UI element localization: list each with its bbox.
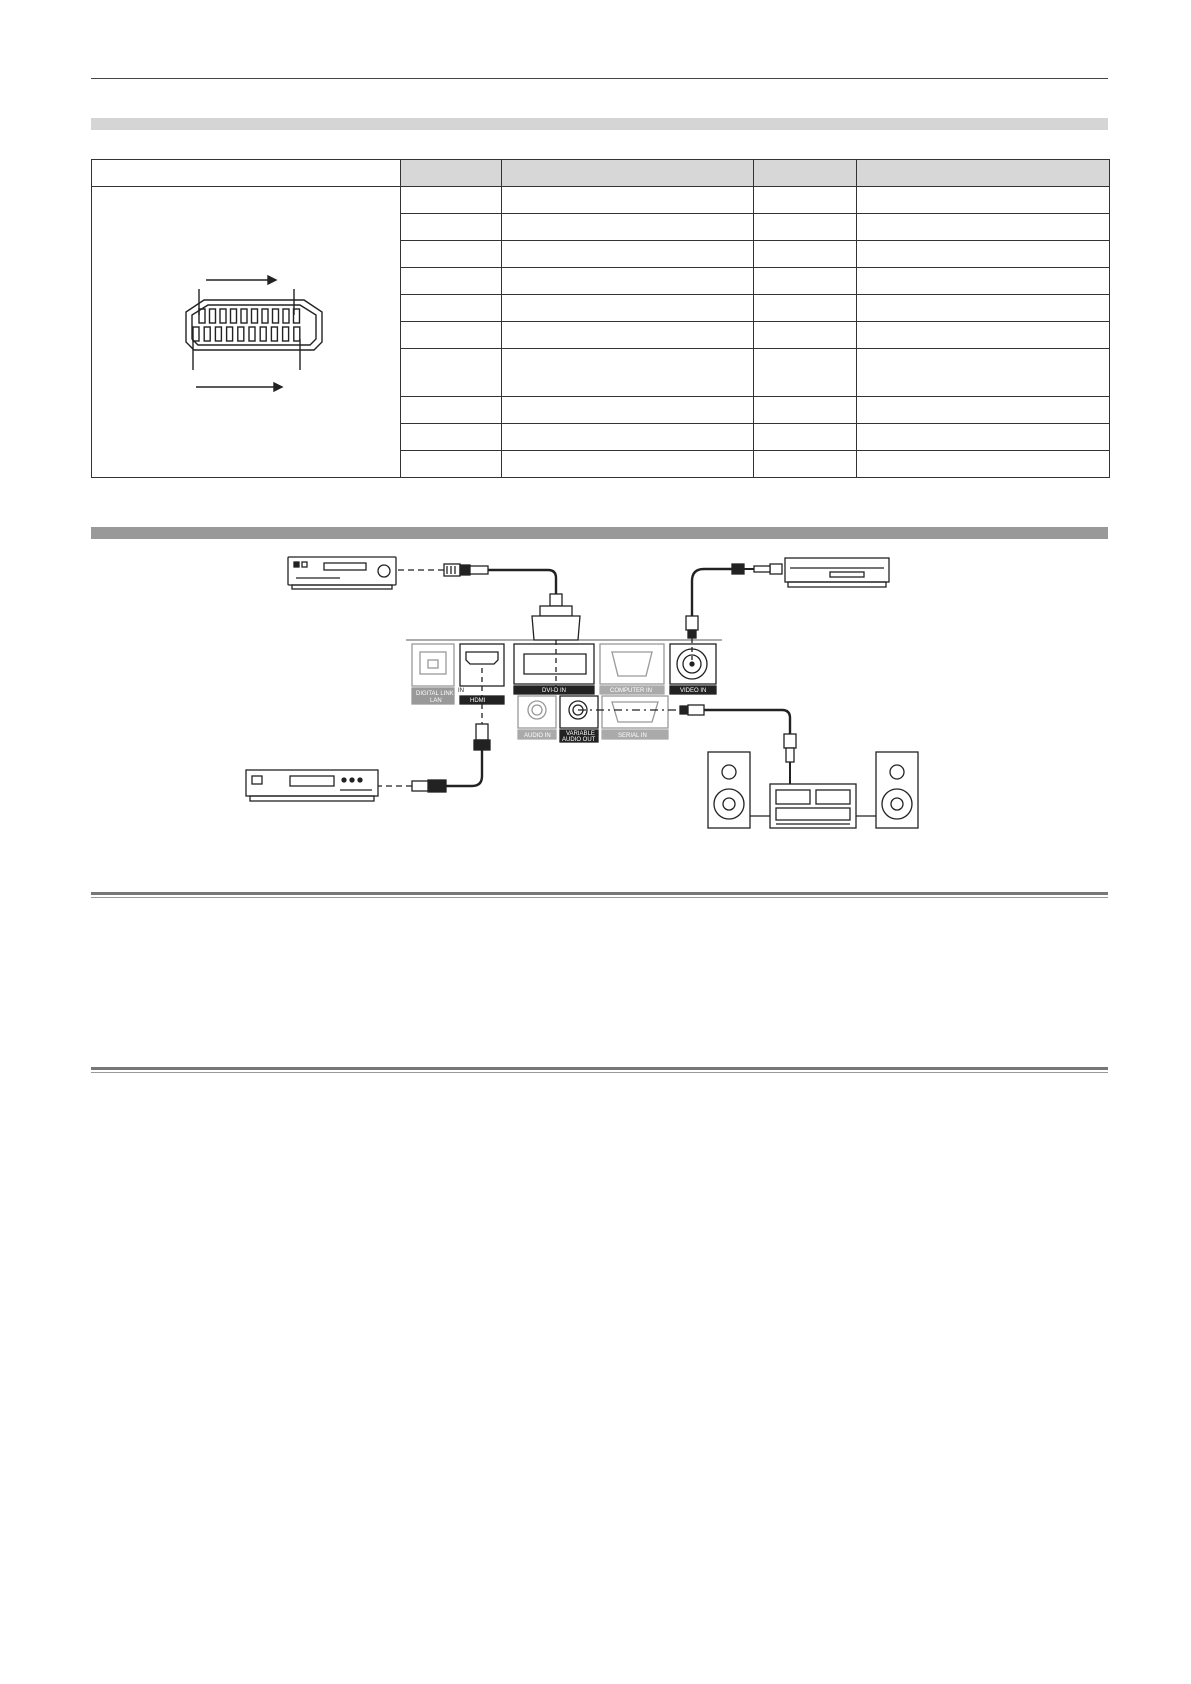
section-bar-connection-example (91, 527, 1108, 539)
video-in-terminal (670, 644, 716, 694)
computer-in-label: COMPUTER IN (610, 688, 652, 694)
hdmi-top-pin (231, 309, 237, 323)
hdmi-connector-icon (146, 267, 346, 397)
digital-link-label: DIGITAL LINK (416, 691, 454, 697)
audio-in-label: AUDIO IN (524, 733, 551, 739)
hdmi-top-pin (241, 309, 247, 323)
table-cell (401, 187, 502, 214)
table-cell (502, 397, 754, 424)
dvi-d-in-label: DVI-D IN (542, 688, 566, 694)
table-cell (502, 349, 754, 397)
table-cell (857, 295, 1110, 322)
table-cell (857, 397, 1110, 424)
header-cell (92, 160, 401, 187)
table-cell (754, 295, 857, 322)
dvi-d-in-terminal (514, 644, 594, 694)
hdmi-bottom-pin (271, 327, 277, 341)
table-cell (857, 322, 1110, 349)
serial-in-label: SERIAL IN (618, 733, 647, 739)
table-cell (401, 268, 502, 295)
table-cell (857, 268, 1110, 295)
table-cell (502, 214, 754, 241)
blu-ray-player-icon (246, 770, 378, 801)
hdmi-label: HDMI (470, 698, 486, 704)
table-cell (401, 214, 502, 241)
table-cell (502, 241, 754, 268)
hdmi-top-pin (210, 309, 216, 323)
table-cell (401, 349, 502, 397)
computer-in-terminal (600, 644, 664, 694)
hdmi-top-pin (252, 309, 258, 323)
top-rule (91, 78, 1108, 79)
table-cell (754, 349, 857, 397)
header-cell (401, 160, 502, 187)
table-cell (401, 322, 502, 349)
dvd-recorder-icon (288, 557, 396, 589)
hdmi-pin-table (91, 159, 1110, 478)
header-cell (754, 160, 857, 187)
table-cell (754, 424, 857, 451)
hdmi-bottom-pin (260, 327, 266, 341)
table-cell (754, 451, 857, 478)
note-divider-attention (91, 892, 1108, 900)
hdmi-bottom-pin (193, 327, 199, 341)
hdmi-bottom-pin (283, 327, 289, 341)
table-cell (502, 268, 754, 295)
connection-diagram (0, 540, 1191, 840)
table-cell (502, 451, 754, 478)
table-cell (502, 424, 754, 451)
table-cell (754, 322, 857, 349)
table-cell (502, 187, 754, 214)
note-divider-note (91, 1067, 1108, 1075)
hdmi-bottom-pin (215, 327, 221, 341)
table-cell (857, 349, 1110, 397)
hdmi-top-pin (262, 309, 268, 323)
table-cell (502, 295, 754, 322)
table-cell (754, 187, 857, 214)
hdmi-bottom-pin (238, 327, 244, 341)
hdmi-bottom-pin (249, 327, 255, 341)
variable-label: VARIABLE (566, 731, 595, 737)
hdmi-top-pin (220, 309, 226, 323)
table-row (92, 187, 1110, 214)
table-cell (857, 187, 1110, 214)
table-cell (754, 268, 857, 295)
table-cell (401, 397, 502, 424)
table-header-row (92, 160, 1110, 187)
table-cell (401, 295, 502, 322)
table-cell (754, 241, 857, 268)
header-cell (502, 160, 754, 187)
hdmi-bottom-pin (227, 327, 233, 341)
table-cell (857, 451, 1110, 478)
table-cell (857, 424, 1110, 451)
hdmi-top-pin (273, 309, 279, 323)
table-cell (754, 214, 857, 241)
section-bar-pin-assignment (91, 118, 1108, 130)
lan-label: LAN (430, 698, 442, 704)
table-cell (401, 424, 502, 451)
hdmi-connector-diagram (92, 187, 401, 478)
video-in-label: VIDEO IN (680, 688, 707, 694)
table-cell (754, 397, 857, 424)
table-cell (857, 214, 1110, 241)
table-cell (401, 241, 502, 268)
audio-system-icon (708, 752, 918, 828)
hdmi-top-pin (283, 309, 289, 323)
table-cell (502, 322, 754, 349)
hdmi-in-label: IN (458, 688, 464, 694)
hdmi-bottom-pin (204, 327, 210, 341)
hdmi-top-pin (199, 309, 205, 323)
table-cell (401, 451, 502, 478)
vcr-icon (785, 558, 889, 587)
table-cell (857, 241, 1110, 268)
audio-out-label: AUDIO OUT (562, 737, 596, 743)
hdmi-bottom-pin (294, 327, 300, 341)
header-cell (857, 160, 1110, 187)
